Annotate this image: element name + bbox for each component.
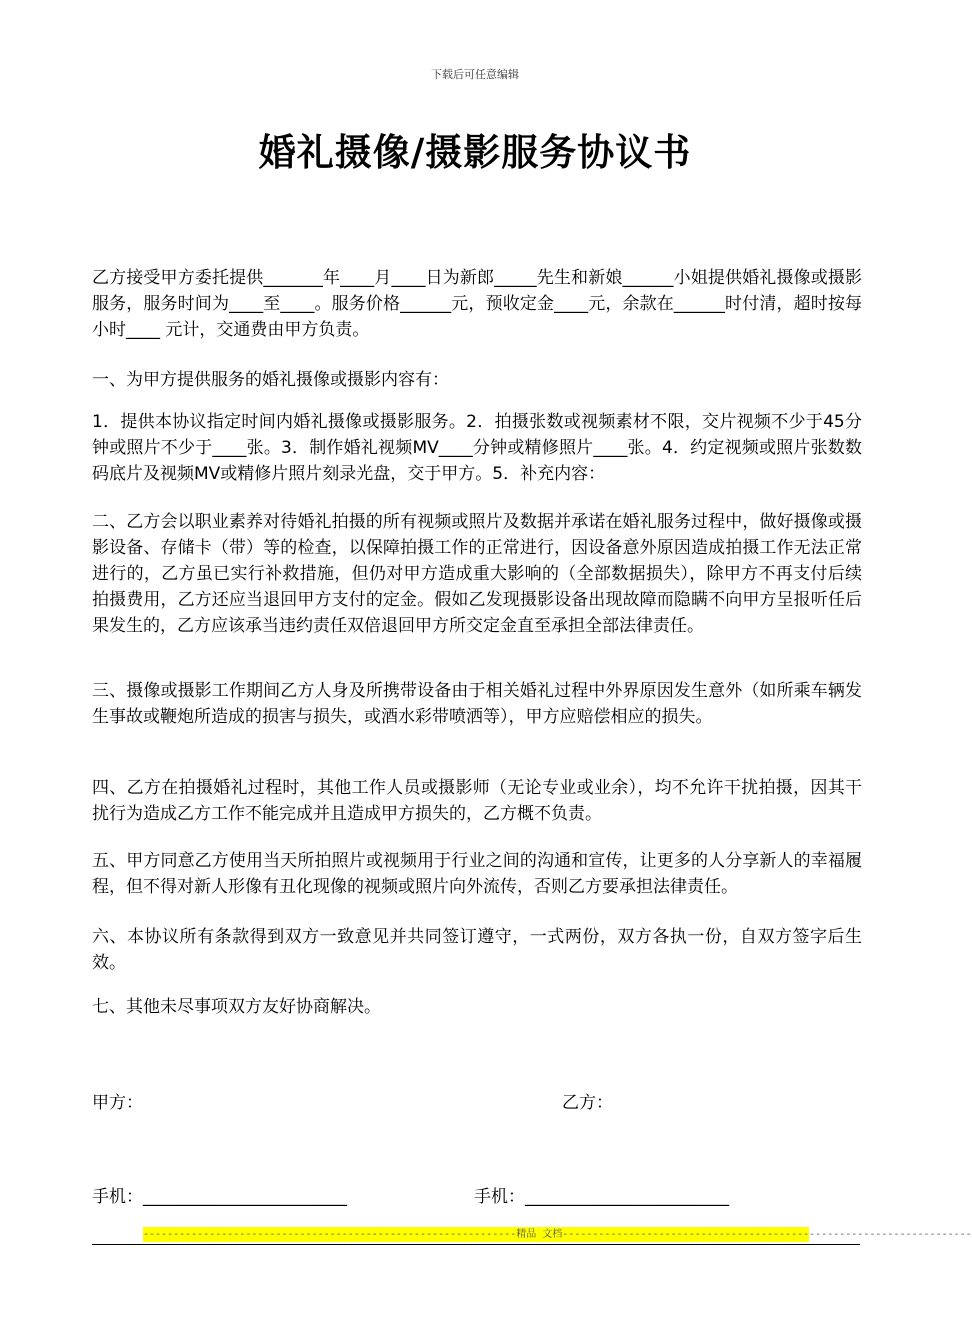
section-2-paragraph: 二、乙方会以职业素养对待婚礼拍摄的所有视频或照片及数据并承诺在婚礼服务过程中，做好摄像或摄影设备、存储卡（带）等的检查，以保障拍摄工作的正常进行，因设备意外原因造成拍摄工作无法正常进行的，乙方虽已实行补救措施，但仍对甲方造成重大影响的（全部数据损失），除甲方不再支付后续拍摄费用，乙方还应当退回甲方支付的定金。假如乙发现摄影设备出现故障而隐瞒不向甲方呈报听任后果发生的，乙方应该承当违约责任双倍退回甲方所交定金直至承担全部法律责任。 bbox=[92, 512, 862, 636]
section-1-body: 1．提供本协议指定时间内婚礼摄像或摄影服务。2．拍摄张数或视频素材不限，交片视频不少于45分钟或照片不少于____张。3．制作婚礼视频MV____分钟或精修照片____张。4．约定视频或照片张数数码底片及视频MV或精修片照片刻录光盘，交于甲方。5．补充内容： bbox=[92, 412, 862, 484]
party-a-label: 甲方： bbox=[92, 1093, 143, 1113]
footer-rule bbox=[92, 1244, 860, 1245]
party-a-phone-line: 手机：________________________ bbox=[92, 1187, 347, 1207]
header-note: 下载后可任意编辑 bbox=[431, 68, 519, 81]
section-7-paragraph: 七、其他未尽事项双方友好协商解决。 bbox=[92, 997, 381, 1017]
document-title: 婚礼摄像/摄影服务协议书 bbox=[258, 131, 692, 174]
section-3-paragraph: 三、摄像或摄影工作期间乙方人身及所携带设备由于相关婚礼过程中外界原因发生意外（如所乘车辆发生事故或鞭炮所造成的损害与损失，或酒水彩带喷洒等），甲方应赔偿相应的损失。 bbox=[92, 681, 862, 727]
footer-watermark-band: --------------------------------------------------------------精品 文档-------------------------------------------------------------------- bbox=[143, 1229, 972, 1240]
party-b-label: 乙方： bbox=[562, 1093, 613, 1113]
party-b-phone-line: 手机：________________________ bbox=[474, 1187, 729, 1207]
section-4-paragraph: 四、乙方在拍摄婚礼过程时，其他工作人员或摄影师（无论专业或业余），均不允许干扰拍摄，因其干扰行为造成乙方工作不能完成并且造成甲方损失的，乙方概不负责。 bbox=[92, 778, 862, 824]
intro-paragraph: 乙方接受甲方委托提供_______年____月____日为新郎_____先生和新娘______小姐提供婚礼摄像或摄影服务，服务时间为____至____。服务价格______元，预收定金____元，余款在______时付清，超时按每小时____ 元计，交通费由甲方负责。 bbox=[92, 268, 862, 340]
section-1-heading: 一、为甲方提供服务的婚礼摄像或摄影内容有： bbox=[92, 370, 449, 390]
section-5-paragraph: 五、甲方同意乙方使用当天所拍照片或视频用于行业之间的沟通和宣传，让更多的人分享新人的幸福履程，但不得对新人形像有丑化现像的视频或照片向外流传，否则乙方要承担法律责任。 bbox=[92, 851, 862, 897]
section-6-paragraph: 六、本协议所有条款得到双方一致意见并共同签订遵守，一式两份，双方各执一份，自双方签字后生效。 bbox=[92, 927, 862, 973]
